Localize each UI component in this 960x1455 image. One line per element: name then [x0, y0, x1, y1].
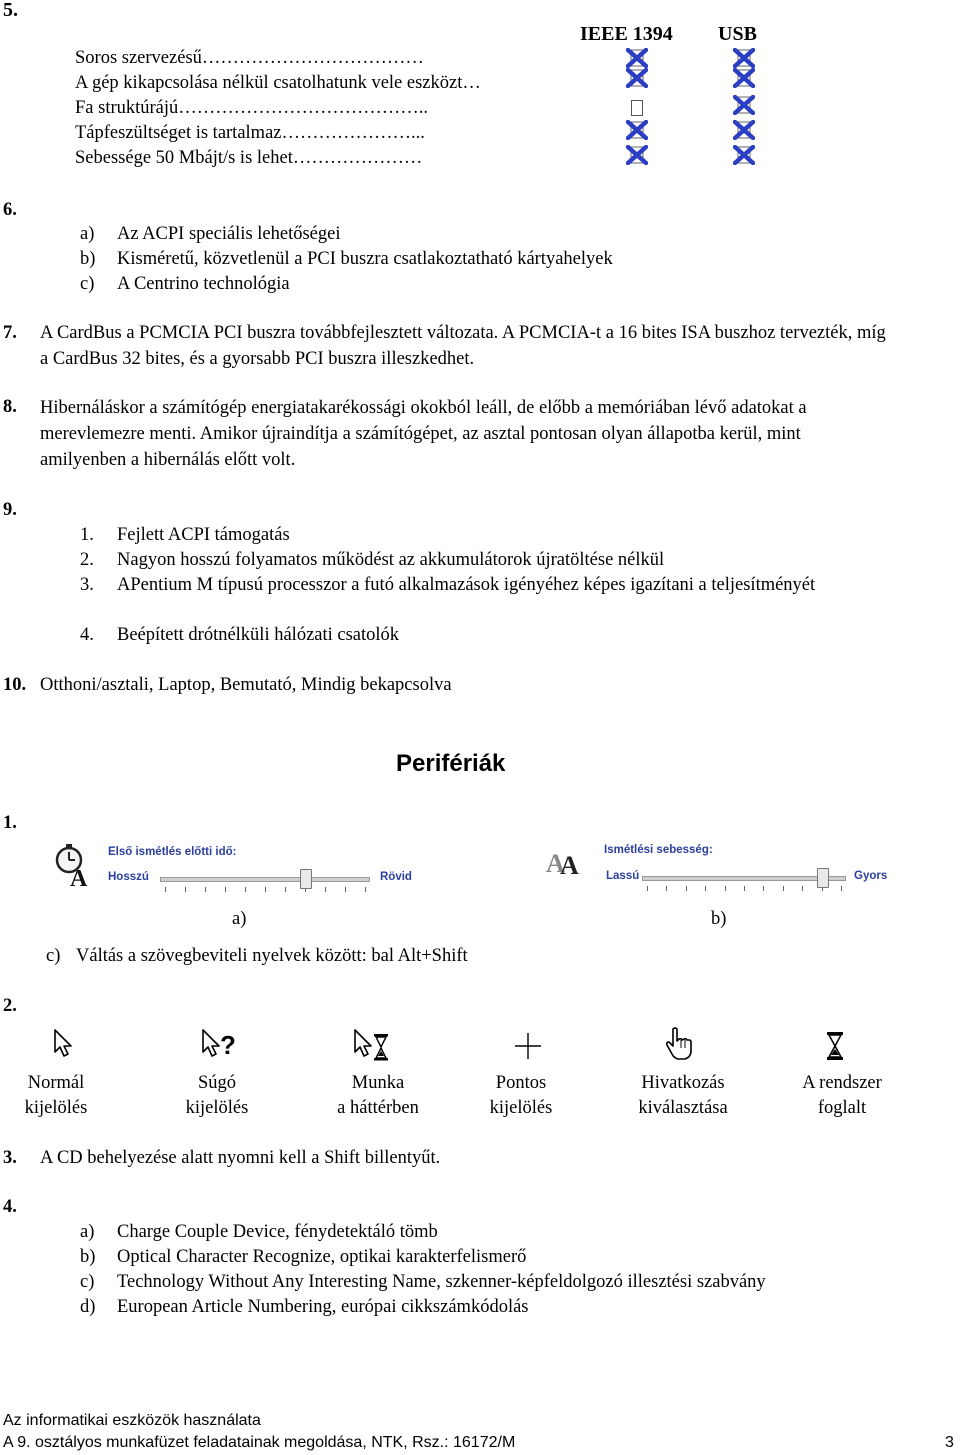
q5-row-label: Sebessége 50 Mbájt/s is lehet………………… [75, 148, 423, 168]
repeat-rate-left-label: Lassú [606, 870, 640, 882]
repeat-delay-track [160, 877, 370, 882]
slider-tick [225, 887, 226, 892]
working-in-background-cursor-icon [352, 1028, 396, 1064]
p4-item-marker: d) [80, 1297, 96, 1317]
slider-tick [763, 886, 764, 891]
q9-item-text: Fejlett ACPI támogatás [117, 525, 290, 545]
cursor-caption-line: kijelölés [185, 1098, 249, 1118]
q9-item-text: Beépített drótnélküli hálózati csatolók [117, 625, 400, 645]
q10-answer-text: Otthoni/asztali, Laptop, Bemutató, Mindig bekapcsolva [40, 675, 452, 695]
empty-checkbox-icon [631, 100, 643, 116]
q9-item-marker: 2. [80, 550, 94, 570]
q6-item-text: A Centrino technológia [117, 274, 290, 294]
help-cursor-icon [200, 1028, 244, 1062]
checked-x-icon [733, 68, 755, 88]
cursor-caption-precision [466, 1071, 576, 1121]
question-6-number: 6. [3, 200, 17, 220]
cursor-caption-line: kijelölés [24, 1098, 88, 1118]
q6-item-marker: c) [80, 274, 95, 294]
slider-tick [205, 887, 206, 892]
p4-item-text: Charge Couple Device, fénydetektáló tömb [117, 1222, 438, 1242]
periph-2-number: 2. [3, 996, 17, 1016]
checked-x-icon [626, 48, 648, 68]
q6-item-text: Az ACPI speciális lehetőségei [117, 224, 341, 244]
p3-answer-text: A CD behelyezése alatt nyomni kell a Shift billentyűt. [40, 1148, 441, 1168]
slider-tick [245, 887, 246, 892]
repeat-delay-left-label: Hosszú [108, 871, 149, 883]
q5-row-label: Soros szervezésű……………………………… [75, 48, 424, 68]
cursor-caption-link [616, 1071, 750, 1121]
slider-tick [744, 886, 745, 891]
stopwatch-keyboard-icon [52, 842, 98, 888]
slider-tick [265, 887, 266, 892]
column-header-usb: USB [718, 23, 757, 45]
slider-tick [705, 886, 706, 891]
checked-x-icon [733, 120, 755, 140]
slider-tick [345, 887, 346, 892]
slider-tick [285, 887, 286, 892]
q9-item-text: APentium M típusú processzor a futó alkalmazások igényéhez képes igazítani a teljesítményét [117, 575, 816, 595]
cursor-caption-background [318, 1071, 438, 1121]
hand-cursor-icon [664, 1026, 694, 1062]
footer-title: Az informatikai eszközök használata [3, 1412, 261, 1429]
periph-3-number: 3. [3, 1148, 17, 1168]
q5-row-label: A gép kikapcsolása nélkül csatolhatunk vele eszközt… [75, 73, 481, 93]
slider-tick [725, 886, 726, 891]
q5-row-label: Fa struktúrájú………………………………….. [75, 98, 429, 118]
repeat-rate-title: Ismétlési sebesség: [604, 844, 713, 856]
q9-item-marker: 1. [80, 525, 94, 545]
slider-tick [185, 887, 186, 892]
svg-text:A: A [560, 851, 579, 880]
repeat-delay-ticks [160, 887, 370, 893]
image-a-caption: a) [232, 909, 247, 929]
q9-item-marker: 4. [80, 625, 94, 645]
svg-text:A: A [546, 849, 565, 878]
cursor-caption-line: foglalt [817, 1098, 867, 1118]
question-7-number: 7. [3, 323, 17, 343]
footer-subtitle: A 9. osztályos munkafüzet feladatainak megoldása, NTK, Rsz.: 16172/M [3, 1434, 516, 1451]
checked-x-icon [733, 48, 755, 68]
cursor-caption-line: A rendszer [802, 1073, 882, 1093]
checked-x-icon [733, 145, 755, 165]
slider-tick [841, 886, 842, 891]
repeat-delay-panel [48, 836, 423, 906]
question-8-number: 8. [3, 397, 17, 417]
question-9-number: 9. [3, 500, 17, 520]
slider-tick [325, 887, 326, 892]
svg-text:A: A [70, 866, 88, 888]
repeat-rate-ticks [642, 886, 846, 892]
repeat-rate-track [642, 876, 846, 881]
q9-item-marker: 3. [80, 575, 94, 595]
q5-row-label: Tápfeszültséget is tartalmaz…………………... [75, 123, 425, 143]
cursor-caption-busy [782, 1071, 902, 1121]
cursor-caption-line: Hivatkozás [641, 1073, 725, 1093]
repeat-rate-slider[interactable] [642, 866, 846, 894]
section-title: Perifériák [396, 750, 506, 777]
p4-item-marker: a) [80, 1222, 95, 1242]
q6-item-text: Kisméretű, közvetlenül a PCI buszra csatlakoztatható kártyahelyek [117, 249, 613, 269]
p1-c-marker: c) [46, 946, 61, 966]
repeat-rate-panel [542, 830, 899, 906]
checked-x-icon [626, 145, 648, 165]
slider-tick [165, 887, 166, 892]
svg-text:?: ? [220, 1030, 236, 1060]
checked-x-icon [626, 68, 648, 88]
question-5-number: 5. [3, 0, 18, 21]
p4-item-text: Technology Without Any Interesting Name, szkenner-képfeldolgozó illesztési szabvány [117, 1272, 766, 1292]
repeat-delay-title: Első ismétlés előtti idő: [108, 846, 237, 858]
slider-tick [365, 887, 366, 892]
checked-x-icon [626, 120, 648, 140]
slider-tick [647, 886, 648, 891]
page-number: 3 [945, 1434, 954, 1451]
cursor-caption-line: Normál [27, 1073, 85, 1093]
cursor-caption-help [162, 1071, 272, 1121]
cursor-caption-line: kiválasztása [638, 1098, 728, 1118]
slider-tick [783, 886, 784, 891]
p1-c-text: Váltás a szövegbeviteli nyelvek között: bal Alt+Shift [76, 946, 468, 966]
p4-item-marker: c) [80, 1272, 95, 1292]
repeat-rate-thumb[interactable] [817, 868, 829, 888]
repeat-rate-right-label: Gyors [854, 870, 888, 882]
slider-tick [802, 886, 803, 891]
arrow-cursor-icon [52, 1028, 80, 1060]
hourglass-cursor-icon [820, 1030, 850, 1062]
cursor-caption-line: Pontos [495, 1073, 547, 1093]
q8-answer-text: Hibernáláskor a számítógép energiatakarékossági okokból leáll, de előbb a memóriában lévő adatokat a merevlemezre menti. Amikor újraindítja a számítógépet, az asztal pontosan olyan állapotba kerül, mint amilyenben a hibernálás előtt volt. [40, 398, 807, 470]
column-header-ieee1394: IEEE 1394 [580, 23, 673, 45]
q6-item-marker: b) [80, 249, 96, 269]
p4-item-text: Optical Character Recognize, optikai karakterfelismerő [117, 1247, 527, 1267]
image-b-caption: b) [711, 909, 727, 929]
periph-1-number: 1. [3, 813, 17, 833]
cursor-caption-line: kijelölés [489, 1098, 553, 1118]
question-10-number: 10. [3, 675, 27, 695]
q6-item-marker: a) [80, 224, 95, 244]
slider-tick [666, 886, 667, 891]
repeated-letters-icon [546, 844, 592, 880]
p4-item-marker: b) [80, 1247, 96, 1267]
q9-item-text: Nagyon hosszú folyamatos működést az akkumulátorok újratöltése nélkül [117, 550, 665, 570]
q7-answer-text: A CardBus a PCMCIA PCI buszra továbbfejlesztett változata. A PCMCIA-t a 16 bites ISA buszhoz tervezték, míg a CardBus 32 bites, és a gyorsabb PCI buszra illeszkedhet. [40, 323, 886, 369]
periph-4-number: 4. [3, 1197, 17, 1217]
cursor-caption-line: Munka [351, 1073, 405, 1093]
repeat-delay-slider[interactable] [160, 867, 370, 895]
cursor-caption-line: Súgó [197, 1073, 237, 1093]
cursor-caption-line: a háttérben [337, 1098, 419, 1118]
crosshair-cursor-icon [512, 1030, 544, 1062]
repeat-delay-thumb[interactable] [300, 869, 312, 889]
slider-tick [686, 886, 687, 891]
repeat-delay-right-label: Rövid [380, 871, 412, 883]
cursor-caption-normal [0, 1071, 112, 1121]
checked-x-icon [733, 95, 755, 115]
p4-item-text: European Article Numbering, európai cikkszámkódolás [117, 1297, 529, 1317]
